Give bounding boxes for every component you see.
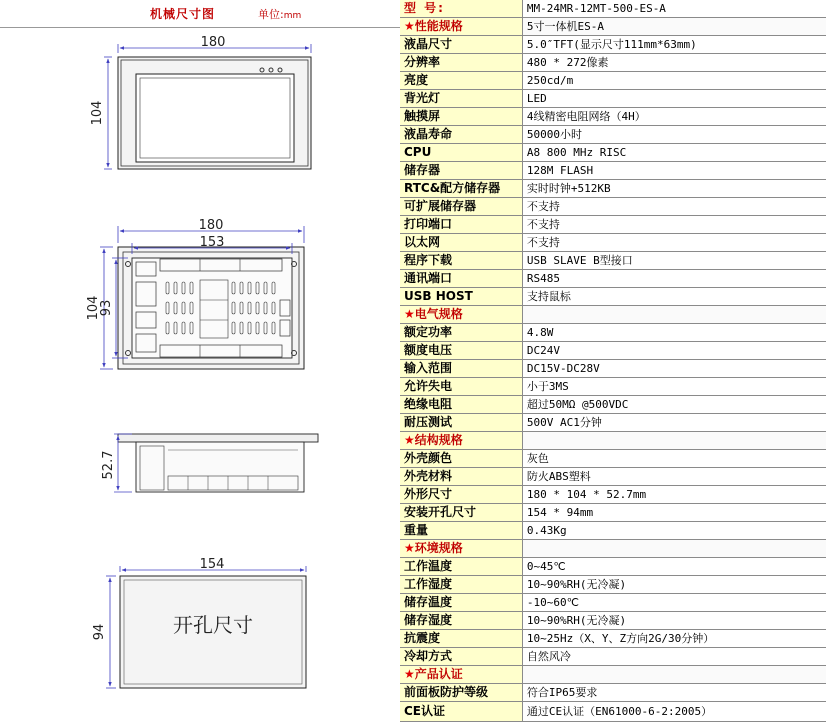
spec-row: [400, 162, 826, 180]
front-view: [90, 35, 311, 169]
spec-row: [400, 414, 826, 432]
spec-label: [400, 0, 522, 18]
spec-label: [400, 126, 522, 144]
spec-row: [400, 576, 826, 594]
spec-row: [400, 216, 826, 234]
spec-value: 不支持: [522, 216, 826, 234]
cutout-width-dim: 154: [199, 557, 225, 572]
spec-value: 防火ABS塑料: [522, 468, 826, 486]
spec-label: [400, 180, 522, 198]
spec-label: [400, 198, 522, 216]
spec-value: 实时时钟+512KB: [522, 180, 826, 198]
spec-label: [400, 432, 522, 450]
spec-label: [400, 612, 522, 630]
spec-row: [400, 252, 826, 270]
front-height-dim: 104: [90, 100, 105, 126]
back-width-outer-dim: 180: [198, 218, 224, 233]
spec-label: [400, 72, 522, 90]
spec-value: 0.43Kg: [522, 522, 826, 540]
spec-value: 500V AC1分钟: [522, 414, 826, 432]
spec-label-text: 触摸屏: [404, 109, 441, 123]
spec-section-row: [400, 432, 826, 450]
spec-label-text: 打印端口: [404, 217, 453, 231]
spec-row: [400, 396, 826, 414]
spec-label-text: 产品认证: [414, 667, 463, 681]
spec-label-text: USB HOST: [404, 289, 473, 303]
spec-row: [400, 54, 826, 72]
back-height-inner-dim: 93: [99, 299, 114, 317]
spec-label: [400, 468, 522, 486]
spec-value: 符合IP65要求: [522, 684, 826, 702]
spec-value: 5.0″TFT(显示尺寸111mm*63mm): [522, 36, 826, 54]
spec-label: [400, 252, 522, 270]
spec-model-row: [400, 0, 826, 18]
spec-row: [400, 360, 826, 378]
spec-label-text: 耐压测试: [404, 415, 453, 429]
spec-label-text: 储存器: [404, 163, 441, 177]
spec-label-text: 电气规格: [414, 307, 463, 321]
star-icon: ★: [404, 307, 415, 321]
spec-value: 超过50MΩ @500VDC: [522, 396, 826, 414]
spec-label: [400, 558, 522, 576]
spec-row: [400, 378, 826, 396]
spec-label: [400, 36, 522, 54]
spec-label: [400, 90, 522, 108]
star-icon: ★: [404, 667, 415, 681]
spec-label: [400, 630, 522, 648]
spec-row: [400, 648, 826, 666]
spec-value: MM-24MR-12MT-500-ES-A: [522, 0, 826, 18]
spec-label: [400, 144, 522, 162]
spec-row: [400, 126, 826, 144]
spec-label-text: 工作温度: [404, 559, 453, 573]
spec-row: [400, 198, 826, 216]
spec-label-text: 工作湿度: [404, 577, 453, 591]
spec-label: [400, 486, 522, 504]
spec-label-text: 安装开孔尺寸: [404, 505, 477, 519]
spec-row: [400, 36, 826, 54]
spec-label-text: 液晶尺寸: [404, 37, 453, 51]
side-depth-dim: 52.7: [101, 450, 116, 480]
spec-row: [400, 522, 826, 540]
spec-section-row: [400, 306, 826, 324]
spec-row: [400, 288, 826, 306]
spec-label-text: 以太网: [404, 235, 441, 249]
spec-value: 180 * 104 * 52.7mm: [522, 486, 826, 504]
spec-row: [400, 612, 826, 630]
spec-value: 5寸一体机ES-A: [522, 18, 826, 36]
spec-label: [400, 162, 522, 180]
spec-label: [400, 648, 522, 666]
spec-label-text: 结构规格: [414, 433, 463, 447]
spec-value: 250cd/m: [522, 72, 826, 90]
spec-label: [400, 306, 522, 324]
drawing-title: 机械尺寸图: [150, 7, 216, 21]
front-width-dim: 180: [200, 35, 226, 50]
spec-value: 154 * 94mm: [522, 504, 826, 522]
back-width-inner-dim: 153: [199, 235, 225, 250]
spec-row: [400, 234, 826, 252]
side-view: [101, 434, 318, 492]
spec-value: 50000小时: [522, 126, 826, 144]
back-height-outer-dim: 104: [86, 295, 101, 321]
spec-label-text: 输入范围: [404, 361, 453, 375]
spec-label: [400, 216, 522, 234]
spec-label-text: 允许失电: [404, 379, 453, 393]
spec-row: [400, 684, 826, 702]
spec-label: [400, 108, 522, 126]
spec-label-text: 分辨率: [404, 55, 441, 69]
spec-row: [400, 108, 826, 126]
spec-row: [400, 504, 826, 522]
mechanical-drawing-panel: [0, 0, 400, 727]
spec-value: 支持鼠标: [522, 288, 826, 306]
spec-label: [400, 522, 522, 540]
spec-row: [400, 594, 826, 612]
spec-value: 4线精密电阻网络（4H）: [522, 108, 826, 126]
spec-row: [400, 486, 826, 504]
spec-label-text: 额度电压: [404, 343, 453, 357]
spec-value: 480 * 272像素: [522, 54, 826, 72]
spec-label: [400, 414, 522, 432]
spec-value: [522, 540, 826, 558]
spec-row: [400, 702, 826, 722]
spec-value: 自然风冷: [522, 648, 826, 666]
spec-value: 0~45℃: [522, 558, 826, 576]
spec-label: [400, 378, 522, 396]
spec-value: 4.8W: [522, 324, 826, 342]
spec-label-text: 通讯端口: [404, 271, 453, 285]
spec-label-text: 重量: [404, 523, 429, 537]
spec-label-text: 冷却方式: [404, 649, 453, 663]
spec-value: 通过CE认证（EN61000-6-2:2005）: [522, 702, 826, 722]
spec-value: 10~90%RH(无冷凝): [522, 576, 826, 594]
cutout-height-dim: 94: [92, 623, 107, 641]
spec-label: [400, 54, 522, 72]
spec-label: [400, 324, 522, 342]
spec-value: 10~90%RH(无冷凝): [522, 612, 826, 630]
spec-value: 不支持: [522, 234, 826, 252]
spec-row: [400, 558, 826, 576]
star-icon: ★: [404, 19, 415, 33]
spec-row: [400, 72, 826, 90]
spec-row: [400, 468, 826, 486]
spec-label-text: RTC&配方储存器: [404, 181, 501, 195]
spec-label-text: 亮度: [404, 73, 429, 87]
spec-label: [400, 684, 522, 702]
spec-label-text: 前面板防护等级: [404, 685, 489, 699]
spec-value: RS485: [522, 270, 826, 288]
spec-value: [522, 432, 826, 450]
spec-label: [400, 288, 522, 306]
spec-value: USB SLAVE B型接口: [522, 252, 826, 270]
spec-label: [400, 594, 522, 612]
spec-label-text: 环境规格: [414, 541, 463, 555]
unit-label: 单位:mm: [258, 8, 302, 21]
spec-label: [400, 270, 522, 288]
spec-label-text: 抗震度: [404, 631, 441, 645]
spec-label-text: 背光灯: [404, 91, 441, 105]
spec-label: [400, 576, 522, 594]
spec-row: [400, 324, 826, 342]
back-view: [86, 218, 304, 369]
spec-label-text: 外形尺寸: [404, 487, 453, 501]
star-icon: ★: [404, 433, 415, 447]
spec-value: DC15V-DC28V: [522, 360, 826, 378]
spec-value: A8 800 MHz RISC: [522, 144, 826, 162]
spec-label-text: 性能规格: [414, 19, 463, 33]
spec-value: [522, 666, 826, 684]
spec-row: [400, 342, 826, 360]
spec-row: [400, 144, 826, 162]
spec-value: 不支持: [522, 198, 826, 216]
spec-row: [400, 270, 826, 288]
spec-value: 10~25Hz（X、Y、Z方向2G/30分钟）: [522, 630, 826, 648]
spec-value: LED: [522, 90, 826, 108]
spec-label: [400, 450, 522, 468]
spec-label: [400, 18, 522, 36]
spec-section-row: [400, 666, 826, 684]
cutout-label: 开孔尺寸: [173, 613, 253, 637]
spec-label-text: 储存温度: [404, 595, 453, 609]
spec-label: [400, 360, 522, 378]
spec-section-row: [400, 18, 826, 36]
spec-value: 128M FLASH: [522, 162, 826, 180]
spec-label: [400, 666, 522, 684]
spec-row: [400, 90, 826, 108]
spec-label-text: 绝缘电阻: [404, 397, 453, 411]
spec-label-text: 储存湿度: [404, 613, 453, 627]
spec-row: [400, 630, 826, 648]
spec-label-text: 外壳材料: [404, 469, 453, 483]
spec-row: [400, 450, 826, 468]
spec-label-text: 可扩展储存器: [404, 199, 477, 213]
spec-label: [400, 342, 522, 360]
spec-label: [400, 504, 522, 522]
spec-value: 小于3MS: [522, 378, 826, 396]
spec-label-text: 额定功率: [404, 325, 453, 339]
dimension-drawings: [0, 0, 400, 727]
cutout-view: [92, 557, 306, 688]
spec-label-text: 程序下载: [404, 253, 453, 267]
spec-value: -10~60℃: [522, 594, 826, 612]
spec-label-text: CE认证: [404, 704, 446, 718]
spec-label: [400, 396, 522, 414]
spec-value: DC24V: [522, 342, 826, 360]
spec-value: 灰色: [522, 450, 826, 468]
spec-label-text: 型 号:: [404, 1, 445, 15]
spec-label: [400, 540, 522, 558]
spec-label-text: CPU: [404, 145, 432, 159]
spec-label-text: 液晶寿命: [404, 127, 453, 141]
spec-label: [400, 702, 522, 722]
spec-row: [400, 180, 826, 198]
spec-section-row: [400, 540, 826, 558]
spec-label: [400, 234, 522, 252]
star-icon: ★: [404, 541, 415, 555]
spec-value: [522, 306, 826, 324]
spec-table: [400, 0, 826, 722]
spec-label-text: 外壳颜色: [404, 451, 453, 465]
